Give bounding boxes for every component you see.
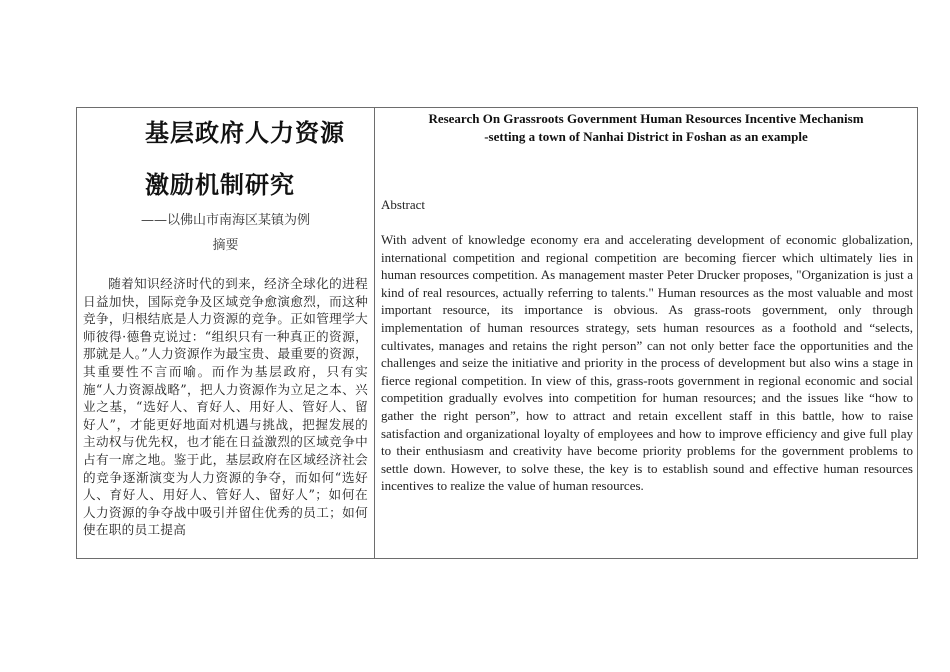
english-title-line1: Research On Grassroots Government Human Resources Incentive Mechanism (428, 111, 864, 126)
chinese-title-line2: 激励机制研究 (145, 171, 295, 199)
chinese-subtitle: ——以佛山市南海区某镇为例 (140, 213, 310, 228)
english-title (375, 110, 917, 146)
bilingual-table (76, 107, 918, 559)
chinese-column (77, 108, 374, 558)
chinese-abstract-heading: 摘要 (212, 238, 239, 253)
chinese-abstract-body: 随着知识经济时代的到来，经济全球化的进程日益加快，国际竞争及区域竞争愈演愈烈，而这种竞争，归根结底是人力资源的竞争。正如管理学大师彼得·德鲁克说过：“组织只有一种真正的资源，那就是人。”人力资源作为最宝贵、最重要的资源，其重要性不言而喻。而作为基层政府，只有实施“人力资源战略”，把人力资源作为立足之本、兴业之基，“选好人、育好人、用好人、管好人、留好人”，才能更好地面对机遇与挑战，把握发展的主动权与优先权，也才能在日益激烈的区域竞争中占有一席之地。鉴于此，基层政府在区域经济社会的竞争逐渐演变为人力资源的争夺，而如何“选好人、育好人、用好人、管好人、留好人”；如何在人力资源的争夺战中吸引并留住优秀的员工；如何使在职的员工提高 (83, 276, 368, 538)
english-title-line2: -setting a town of Nanhai District in Foshan as an example (484, 129, 808, 144)
chinese-title-line1: 基层政府人力资源 (145, 119, 345, 147)
english-column (375, 108, 917, 558)
english-abstract-body: With advent of knowledge economy era and accelerating development of economic globalization, international competition and regional competition are becoming fiercer which ultimately lies in human resources competition. As management master Peter Drucker proposes, "Organization is just a kind of real resources, actually referring to talents." Human resources as the most valuable and most important resource, its importance is obvious. As grass-roots government, only through implementation of human resources strategy, sets human resources as a foothold and “selects, cultivates, manages and retains the right person” can not only better face the opportunities and the challenges and seize the initiative and priority in the process of development but also wins a stage in fierce regional competition. In view of this, grass-roots government in regional economic and social competition gradually evolves into competition for human resources; and the issues like “how to gather the right person”, how to attract and retain excellent staff in this battle, how to raise satisfaction and organizational loyalty of employees and how to improve efficiency and give full play to their enthusiasm and creativity have become priority problems for the government problems to settle down. However, to solve these, the key is to establish sound and effective human resources incentives to realize the value of human resources. (381, 232, 913, 494)
english-abstract-heading: Abstract (381, 197, 426, 212)
